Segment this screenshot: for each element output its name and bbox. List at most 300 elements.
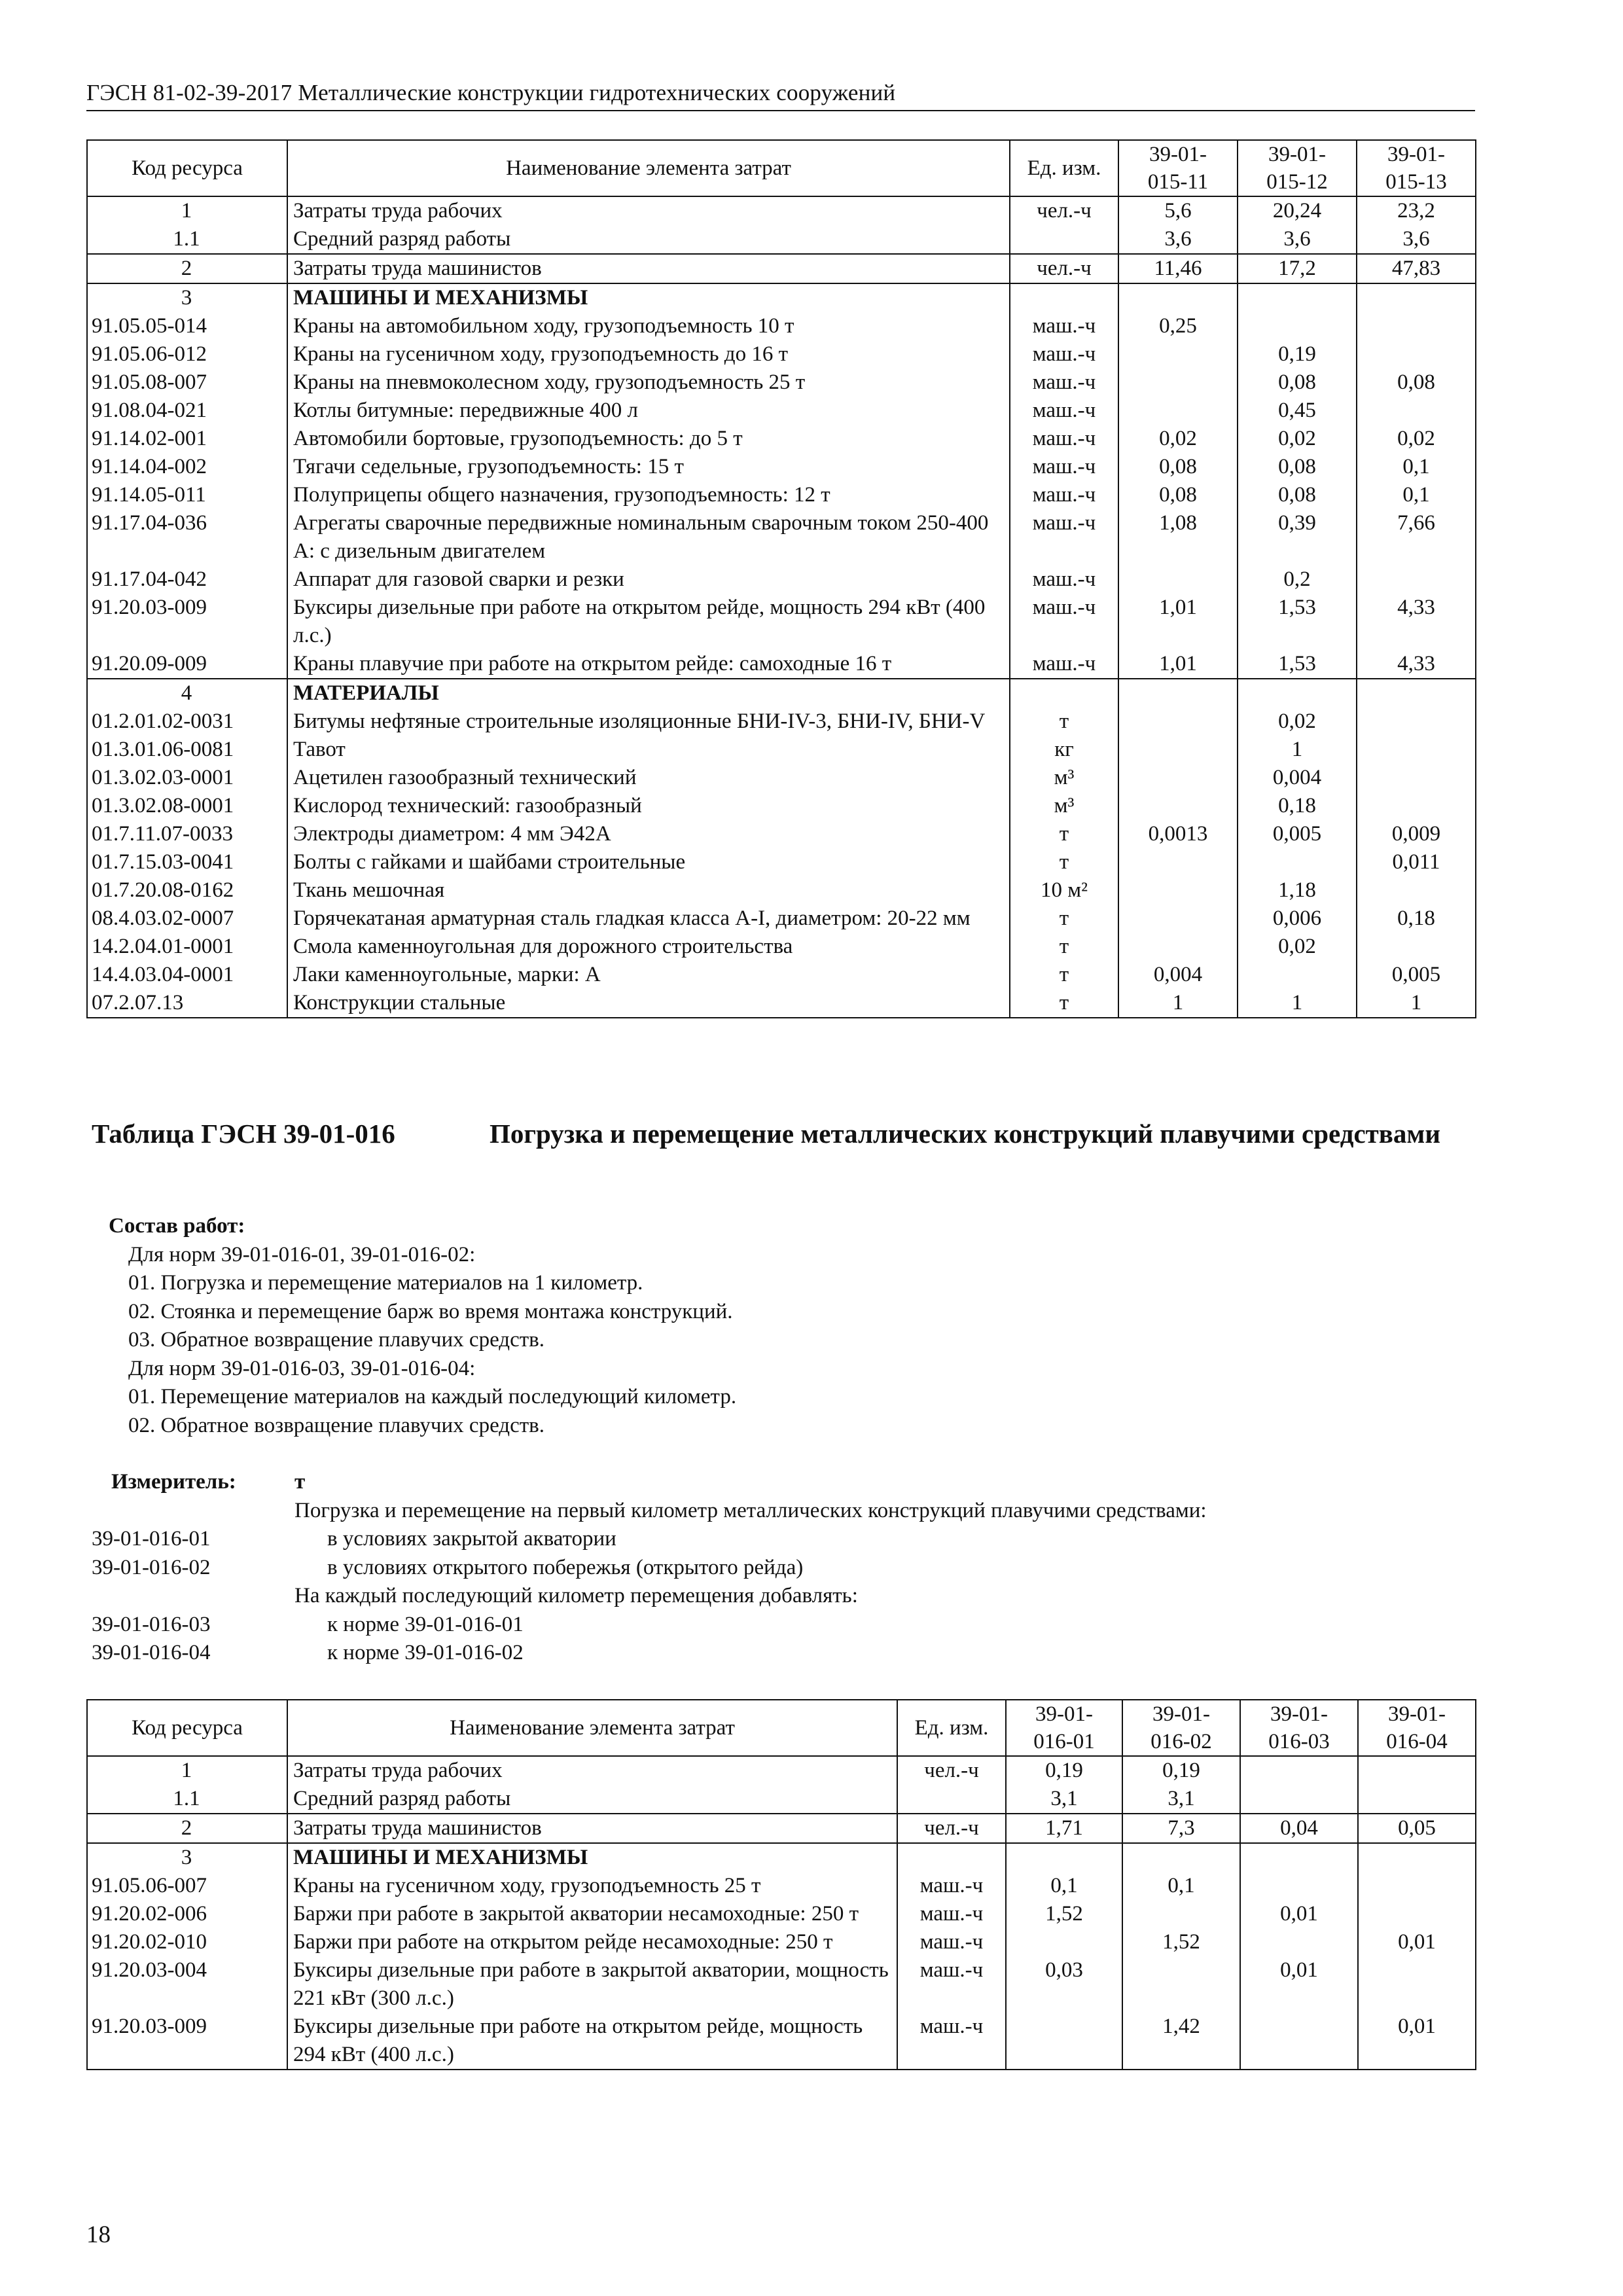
measure-intro: Погрузка и перемещение на первый километр металлических конструкций плавучими средствами: <box>294 1498 1207 1522</box>
value-cell: 0,01 <box>1358 1928 1476 1956</box>
resource-name-cell: Лаки каменноугольные, марки: А <box>287 961 1010 989</box>
value-cell: 1 <box>1118 989 1238 1018</box>
value-cell: 0,1 <box>1006 1872 1122 1900</box>
value-cell: 3,1 <box>1006 1785 1122 1814</box>
table-number: Таблица ГЭСН 39-01-016 <box>92 1119 395 1149</box>
table-row <box>87 425 1476 453</box>
table-row <box>87 764 1476 792</box>
resource-name-cell: Краны на автомобильном ходу, грузоподъемность 10 т <box>287 312 1010 340</box>
unit-cell: маш.-ч <box>1010 368 1118 397</box>
value-cell <box>1238 679 1357 708</box>
value-cell <box>1357 876 1476 905</box>
unit-cell: маш.-ч <box>1010 312 1118 340</box>
value-cell: 0,04 <box>1240 1814 1358 1843</box>
value-cell: 0,19 <box>1122 1756 1240 1785</box>
value-cell: 0,02 <box>1238 708 1357 736</box>
norm-code: 39-01-016-01 <box>92 1527 211 1551</box>
measure-unit: т <box>294 1470 306 1494</box>
measure-block <box>92 1468 1466 1668</box>
value-cell <box>1240 2013 1358 2070</box>
value-cell <box>1122 1956 1240 2013</box>
resource-code-cell: 91.17.04-042 <box>87 565 287 594</box>
value-cell: 0,19 <box>1238 340 1357 368</box>
value-cell: 0,02 <box>1238 933 1357 961</box>
resource-code-cell: 3 <box>87 283 287 312</box>
value-cell: 1 <box>1238 736 1357 764</box>
value-cell <box>1240 1928 1358 1956</box>
table-row <box>87 820 1476 848</box>
page-number: 18 <box>86 2221 111 2248</box>
work-composition <box>109 1212 736 1440</box>
unit-cell: маш.-ч <box>897 2013 1006 2070</box>
value-cell: 0,18 <box>1357 905 1476 933</box>
resource-code-cell: 91.20.03-009 <box>87 2013 287 2070</box>
unit-cell: маш.-ч <box>1010 481 1118 509</box>
unit-cell: чел.-ч <box>897 1756 1006 1785</box>
unit-cell: чел.-ч <box>897 1814 1006 1843</box>
resource-name-cell: Агрегаты сварочные передвижные номинальным сварочным током 250-400 А: с дизельным двигателем <box>287 509 1010 565</box>
resource-code-cell: 01.3.02.08-0001 <box>87 792 287 820</box>
resource-name-cell: Аппарат для газовой сварки и резки <box>287 565 1010 594</box>
table-row <box>87 312 1476 340</box>
value-cell: 1,01 <box>1118 594 1238 650</box>
unit-cell: т <box>1010 989 1118 1018</box>
value-cell <box>1358 1872 1476 1900</box>
unit-cell: т <box>1010 820 1118 848</box>
value-cell <box>1238 312 1357 340</box>
resource-code-cell: 4 <box>87 679 287 708</box>
value-cell: 1 <box>1357 989 1476 1018</box>
value-cell: 17,2 <box>1238 254 1357 283</box>
resource-name-cell: Котлы битумные: передвижные 400 л <box>287 397 1010 425</box>
value-cell <box>1118 933 1238 961</box>
resource-code-cell: 2 <box>87 1814 287 1843</box>
value-cell: 0,39 <box>1238 509 1357 565</box>
unit-cell: маш.-ч <box>1010 340 1118 368</box>
value-cell: 7,3 <box>1122 1814 1240 1843</box>
work-line: 02. Стоянка и перемещение барж во время монтажа конструкций. <box>128 1299 733 1323</box>
resource-code-cell: 91.08.04-021 <box>87 397 287 425</box>
table-row <box>87 1814 1476 1843</box>
resource-code-cell: 14.4.03.04-0001 <box>87 961 287 989</box>
table-row <box>87 594 1476 650</box>
resource-code-cell: 91.05.06-012 <box>87 340 287 368</box>
unit-cell: маш.-ч <box>1010 397 1118 425</box>
table-row <box>87 453 1476 481</box>
col-header-norm: 39-01- 015-13 <box>1357 140 1476 196</box>
work-line: 02. Обратное возвращение плавучих средств. <box>128 1413 544 1437</box>
resource-name-cell: Затраты труда рабочих <box>287 1756 897 1785</box>
col-header-norm: 39-01- 016-01 <box>1006 1700 1122 1756</box>
resource-name-cell: Тавот <box>287 736 1010 764</box>
value-cell: 5,6 <box>1118 196 1238 225</box>
value-cell: 1,53 <box>1238 650 1357 679</box>
col-header-norm: 39-01- 016-02 <box>1122 1700 1240 1756</box>
measure-label: Измеритель: <box>111 1470 236 1494</box>
value-cell <box>1118 792 1238 820</box>
col-header-name: Наименование элемента затрат <box>287 1700 897 1756</box>
value-cell: 0,19 <box>1006 1756 1122 1785</box>
table-row <box>87 961 1476 989</box>
value-cell <box>1358 1756 1476 1785</box>
value-cell: 0,08 <box>1118 481 1238 509</box>
unit-cell <box>1010 283 1118 312</box>
unit-cell: т <box>1010 933 1118 961</box>
value-cell: 0,02 <box>1238 425 1357 453</box>
resource-name-cell: Тягачи седельные, грузоподъемность: 15 т <box>287 453 1010 481</box>
value-cell <box>1122 1843 1240 1872</box>
value-cell <box>1238 283 1357 312</box>
resource-table-015 <box>86 139 1476 1018</box>
value-cell <box>1006 1928 1122 1956</box>
value-cell <box>1357 312 1476 340</box>
value-cell <box>1118 708 1238 736</box>
value-cell: 0,25 <box>1118 312 1238 340</box>
value-cell: 0,005 <box>1357 961 1476 989</box>
table-row <box>87 481 1476 509</box>
resource-name-cell: Ацетилен газообразный технический <box>287 764 1010 792</box>
resource-name-cell: Средний разряд работы <box>287 1785 897 1814</box>
work-line: 03. Обратное возвращение плавучих средств. <box>128 1328 544 1352</box>
work-line: 01. Перемещение материалов на каждый последующий километр. <box>128 1385 737 1408</box>
value-cell <box>1357 397 1476 425</box>
table-row <box>87 1785 1476 1814</box>
resource-code-cell: 07.2.07.13 <box>87 989 287 1018</box>
value-cell <box>1357 792 1476 820</box>
value-cell <box>1358 1843 1476 1872</box>
table-row <box>87 368 1476 397</box>
unit-cell: маш.-ч <box>897 1956 1006 2013</box>
resource-code-cell: 01.7.20.08-0162 <box>87 876 287 905</box>
value-cell <box>1118 565 1238 594</box>
value-cell <box>1006 2013 1122 2070</box>
resource-code-cell: 01.7.11.07-0033 <box>87 820 287 848</box>
unit-cell: маш.-ч <box>897 1928 1006 1956</box>
resource-name-cell: Затраты труда рабочих <box>287 196 1010 225</box>
value-cell <box>1357 283 1476 312</box>
value-cell: 0,08 <box>1357 368 1476 397</box>
value-cell <box>1240 1843 1358 1872</box>
resource-code-cell: 1.1 <box>87 225 287 254</box>
value-cell <box>1358 1785 1476 1814</box>
value-cell <box>1357 340 1476 368</box>
value-cell: 0,08 <box>1118 453 1238 481</box>
col-header-code: Код ресурса <box>87 140 287 196</box>
norm-description: в условиях открытого побережья (открытого рейда) <box>327 1555 804 1579</box>
col-header-name: Наименование элемента затрат <box>287 140 1010 196</box>
value-cell <box>1118 736 1238 764</box>
table-row <box>87 509 1476 565</box>
unit-cell: чел.-ч <box>1010 196 1118 225</box>
resource-name-cell: Автомобили бортовые, грузоподъемность: до 5 т <box>287 425 1010 453</box>
table-row <box>87 792 1476 820</box>
value-cell: 3,6 <box>1357 225 1476 254</box>
resource-name-cell: Смола каменноугольная для дорожного строительства <box>287 933 1010 961</box>
table-row <box>87 1956 1476 2013</box>
value-cell <box>1118 876 1238 905</box>
norm-description: к норме 39-01-016-02 <box>327 1641 524 1664</box>
table-row <box>87 565 1476 594</box>
resource-name-cell: Баржи при работе в закрытой акватории несамоходные: 250 т <box>287 1900 897 1928</box>
table-row <box>87 225 1476 254</box>
value-cell <box>1357 708 1476 736</box>
value-cell: 0,005 <box>1238 820 1357 848</box>
table-row <box>87 679 1476 708</box>
unit-cell: т <box>1010 848 1118 876</box>
value-cell <box>1358 1900 1476 1928</box>
unit-cell: чел.-ч <box>1010 254 1118 283</box>
value-cell: 1,52 <box>1006 1900 1122 1928</box>
value-cell: 0,01 <box>1358 2013 1476 2070</box>
unit-cell: маш.-ч <box>1010 425 1118 453</box>
value-cell: 1 <box>1238 989 1357 1018</box>
resource-name-cell: Средний разряд работы <box>287 225 1010 254</box>
resource-code-cell: 91.05.06-007 <box>87 1872 287 1900</box>
value-cell <box>1118 848 1238 876</box>
unit-cell: маш.-ч <box>1010 509 1118 565</box>
value-cell: 0,1 <box>1357 481 1476 509</box>
resource-code-cell: 91.14.05-011 <box>87 481 287 509</box>
unit-cell <box>1010 225 1118 254</box>
value-cell <box>1357 679 1476 708</box>
resource-code-cell: 3 <box>87 1843 287 1872</box>
resource-code-cell: 91.17.04-036 <box>87 509 287 565</box>
value-cell: 0,1 <box>1122 1872 1240 1900</box>
value-cell: 0,01 <box>1240 1900 1358 1928</box>
resource-name-cell: МАШИНЫ И МЕХАНИЗМЫ <box>287 283 1010 312</box>
unit-cell: маш.-ч <box>1010 650 1118 679</box>
resource-name-cell: Краны на гусеничном ходу, грузоподъемность до 16 т <box>287 340 1010 368</box>
unit-cell <box>1010 679 1118 708</box>
value-cell: 1,53 <box>1238 594 1357 650</box>
value-cell: 3,1 <box>1122 1785 1240 1814</box>
resource-name-cell: Затраты труда машинистов <box>287 1814 897 1843</box>
value-cell: 1,52 <box>1122 1928 1240 1956</box>
table-row <box>87 196 1476 225</box>
table-row <box>87 340 1476 368</box>
resource-name-cell: Конструкции стальные <box>287 989 1010 1018</box>
measure-intro: На каждый последующий километр перемещения добавлять: <box>294 1584 858 1607</box>
value-cell: 0,009 <box>1357 820 1476 848</box>
resource-code-cell: 91.20.02-010 <box>87 1928 287 1956</box>
resource-code-cell: 91.14.04-002 <box>87 453 287 481</box>
running-header: ГЭСН 81-02-39-2017 Металлические конструкции гидротехнических сооружений <box>86 77 1475 111</box>
value-cell <box>1122 1900 1240 1928</box>
value-cell: 3,6 <box>1118 225 1238 254</box>
table-row <box>87 989 1476 1018</box>
value-cell: 11,46 <box>1118 254 1238 283</box>
value-cell <box>1118 764 1238 792</box>
value-cell: 0,03 <box>1006 1956 1122 2013</box>
resource-name-cell: Краны на гусеничном ходу, грузоподъемность 25 т <box>287 1872 897 1900</box>
value-cell <box>1238 848 1357 876</box>
unit-cell: маш.-ч <box>1010 594 1118 650</box>
unit-cell <box>897 1785 1006 1814</box>
value-cell: 0,006 <box>1238 905 1357 933</box>
value-cell: 47,83 <box>1357 254 1476 283</box>
resource-name-cell: Кислород технический: газообразный <box>287 792 1010 820</box>
value-cell <box>1357 565 1476 594</box>
table-row <box>87 397 1476 425</box>
norm-code: 39-01-016-03 <box>92 1612 211 1636</box>
resource-code-cell: 91.14.02-001 <box>87 425 287 453</box>
unit-cell: м³ <box>1010 764 1118 792</box>
table-row <box>87 905 1476 933</box>
value-cell <box>1118 905 1238 933</box>
value-cell: 0,08 <box>1238 368 1357 397</box>
value-cell: 1,71 <box>1006 1814 1122 1843</box>
value-cell <box>1118 679 1238 708</box>
table-header-row <box>87 1700 1476 1756</box>
resource-name-cell: Ткань мешочная <box>287 876 1010 905</box>
table-row <box>87 254 1476 283</box>
work-line: Для норм 39-01-016-03, 39-01-016-04: <box>128 1356 476 1380</box>
resource-code-cell: 91.20.09-009 <box>87 650 287 679</box>
resource-code-cell: 08.4.03.02-0007 <box>87 905 287 933</box>
unit-cell: маш.-ч <box>1010 453 1118 481</box>
unit-cell <box>897 1843 1006 1872</box>
norm-code: 39-01-016-04 <box>92 1641 211 1664</box>
resource-name-cell: МАТЕРИАЛЫ <box>287 679 1010 708</box>
resource-name-cell: Баржи при работе на открытом рейде несамоходные: 250 т <box>287 1928 897 1956</box>
value-cell <box>1006 1843 1122 1872</box>
resource-name-cell: Буксиры дизельные при работе в закрытой акватории, мощность 221 кВт (300 л.с.) <box>287 1956 897 2013</box>
value-cell: 0,02 <box>1357 425 1476 453</box>
resource-code-cell: 01.7.15.03-0041 <box>87 848 287 876</box>
value-cell <box>1118 283 1238 312</box>
table-row <box>87 1843 1476 1872</box>
unit-cell: маш.-ч <box>897 1872 1006 1900</box>
unit-cell: м³ <box>1010 792 1118 820</box>
value-cell <box>1118 340 1238 368</box>
unit-cell: т <box>1010 961 1118 989</box>
unit-cell: т <box>1010 905 1118 933</box>
resource-name-cell: Краны плавучие при работе на открытом рейде: самоходные 16 т <box>287 650 1010 679</box>
resource-name-cell: Горячекатаная арматурная сталь гладкая класса А-I, диаметром: 20-22 мм <box>287 905 1010 933</box>
table-row <box>87 1756 1476 1785</box>
resource-code-cell: 91.20.02-006 <box>87 1900 287 1928</box>
work-composition-heading: Состав работ: <box>109 1214 245 1238</box>
table-row <box>87 283 1476 312</box>
value-cell: 0,08 <box>1238 481 1357 509</box>
table-caption: Погрузка и перемещение металлических конструкций плавучими средствами <box>490 1119 1440 1149</box>
value-cell <box>1357 736 1476 764</box>
value-cell: 0,01 <box>1240 1956 1358 2013</box>
resource-code-cell: 1.1 <box>87 1785 287 1814</box>
value-cell <box>1118 397 1238 425</box>
value-cell: 0,02 <box>1118 425 1238 453</box>
table-row <box>87 876 1476 905</box>
value-cell <box>1357 764 1476 792</box>
value-cell <box>1240 1785 1358 1814</box>
table-row <box>87 2013 1476 2070</box>
value-cell: 23,2 <box>1357 196 1476 225</box>
value-cell: 1,18 <box>1238 876 1357 905</box>
resource-name-cell: Краны на пневмоколесном ходу, грузоподъемность 25 т <box>287 368 1010 397</box>
col-header-norm: 39-01- 016-03 <box>1240 1700 1358 1756</box>
norm-description: к норме 39-01-016-01 <box>327 1612 524 1636</box>
resource-code-cell: 01.2.01.02-0031 <box>87 708 287 736</box>
resource-code-cell: 01.3.02.03-0001 <box>87 764 287 792</box>
resource-table-016 <box>86 1699 1476 2070</box>
value-cell <box>1118 368 1238 397</box>
resource-code-cell: 1 <box>87 1756 287 1785</box>
resource-code-cell: 2 <box>87 254 287 283</box>
resource-code-cell: 01.3.01.06-0081 <box>87 736 287 764</box>
norm-code: 39-01-016-02 <box>92 1555 211 1579</box>
col-header-unit: Ед. изм. <box>897 1700 1006 1756</box>
value-cell: 7,66 <box>1357 509 1476 565</box>
resource-code-cell: 14.2.04.01-0001 <box>87 933 287 961</box>
resource-name-cell: Буксиры дизельные при работе на открытом рейде, мощность 294 кВт (400 л.с.) <box>287 594 1010 650</box>
value-cell: 1,08 <box>1118 509 1238 565</box>
value-cell: 0,004 <box>1118 961 1238 989</box>
resource-name-cell: Болты с гайками и шайбами строительные <box>287 848 1010 876</box>
value-cell: 4,33 <box>1357 650 1476 679</box>
table-row <box>87 736 1476 764</box>
value-cell: 0,18 <box>1238 792 1357 820</box>
table-row <box>87 650 1476 679</box>
value-cell <box>1357 933 1476 961</box>
value-cell <box>1358 1956 1476 2013</box>
col-header-norm: 39-01- 015-12 <box>1238 140 1357 196</box>
resource-name-cell: МАШИНЫ И МЕХАНИЗМЫ <box>287 1843 897 1872</box>
unit-cell: маш.-ч <box>897 1900 1006 1928</box>
resource-name-cell: Электроды диаметром: 4 мм Э42А <box>287 820 1010 848</box>
value-cell: 0,08 <box>1238 453 1357 481</box>
col-header-unit: Ед. изм. <box>1010 140 1118 196</box>
table-row <box>87 1900 1476 1928</box>
value-cell: 0,45 <box>1238 397 1357 425</box>
value-cell: 4,33 <box>1357 594 1476 650</box>
value-cell: 0,1 <box>1357 453 1476 481</box>
col-header-code: Код ресурса <box>87 1700 287 1756</box>
resource-code-cell: 91.20.03-009 <box>87 594 287 650</box>
unit-cell: кг <box>1010 736 1118 764</box>
table-row <box>87 848 1476 876</box>
table-row <box>87 1928 1476 1956</box>
norm-description: в условиях закрытой акватории <box>327 1527 616 1551</box>
col-header-norm: 39-01- 015-11 <box>1118 140 1238 196</box>
value-cell <box>1238 961 1357 989</box>
resource-code-cell: 91.05.05-014 <box>87 312 287 340</box>
value-cell: 20,24 <box>1238 196 1357 225</box>
resource-name-cell: Буксиры дизельные при работе на открытом рейде, мощность 294 кВт (400 л.с.) <box>287 2013 897 2070</box>
resource-code-cell: 91.20.03-004 <box>87 1956 287 2013</box>
resource-name-cell: Битумы нефтяные строительные изоляционные БНИ-IV-3, БНИ-IV, БНИ-V <box>287 708 1010 736</box>
value-cell: 1,42 <box>1122 2013 1240 2070</box>
value-cell: 0,004 <box>1238 764 1357 792</box>
col-header-norm: 39-01- 016-04 <box>1358 1700 1476 1756</box>
value-cell: 3,6 <box>1238 225 1357 254</box>
unit-cell: 10 м² <box>1010 876 1118 905</box>
resource-name-cell: Полуприцепы общего назначения, грузоподъемность: 12 т <box>287 481 1010 509</box>
table-row <box>87 933 1476 961</box>
table-row <box>87 1872 1476 1900</box>
resource-code-cell: 91.05.08-007 <box>87 368 287 397</box>
table-header-row <box>87 140 1476 196</box>
work-line: 01. Погрузка и перемещение материалов на 1 километр. <box>128 1271 643 1295</box>
unit-cell: т <box>1010 708 1118 736</box>
value-cell: 1,01 <box>1118 650 1238 679</box>
value-cell: 0,0013 <box>1118 820 1238 848</box>
resource-name-cell: Затраты труда машинистов <box>287 254 1010 283</box>
work-line: Для норм 39-01-016-01, 39-01-016-02: <box>128 1242 476 1266</box>
resource-code-cell: 1 <box>87 196 287 225</box>
value-cell: 0,05 <box>1358 1814 1476 1843</box>
table-row <box>87 708 1476 736</box>
value-cell <box>1240 1872 1358 1900</box>
